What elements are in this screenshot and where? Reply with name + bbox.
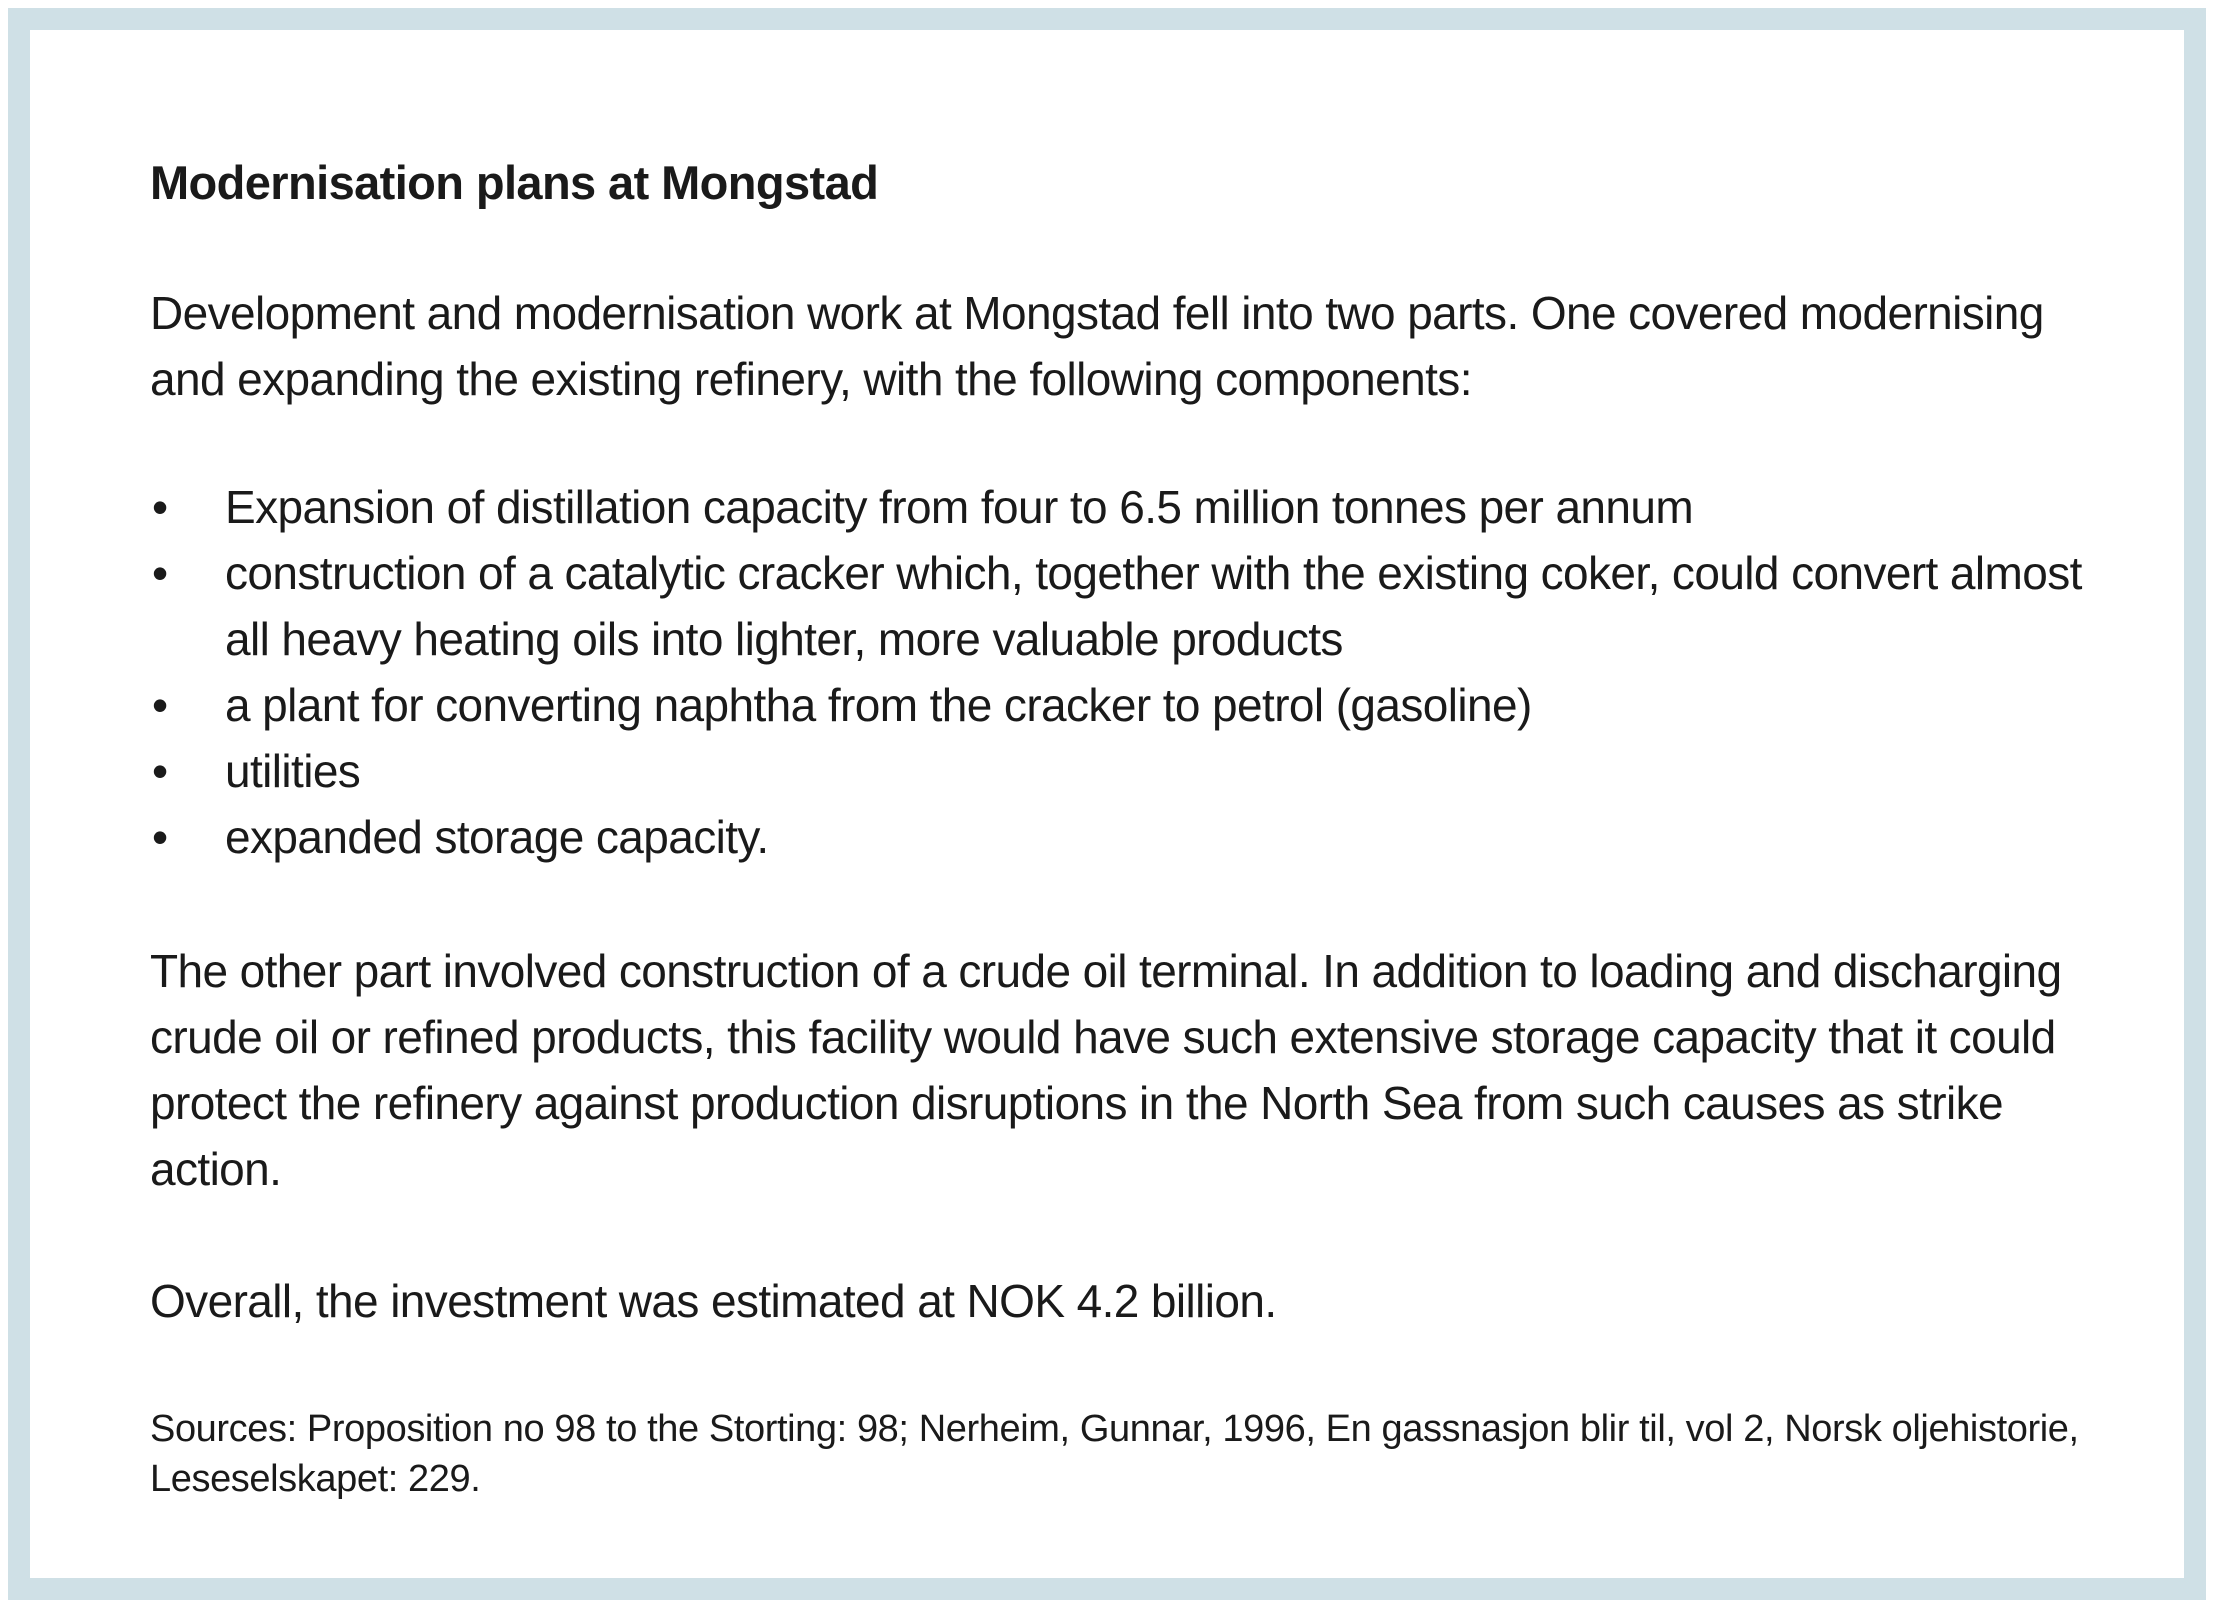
list-item [150, 738, 2110, 804]
list-item [150, 540, 2110, 672]
info-box-content [150, 154, 2110, 1542]
info-box-panel [30, 30, 2184, 1578]
list-item-text: expanded storage capacity. [225, 811, 769, 863]
list-item-text: Expansion of distillation capacity from four to 6.5 million tonnes per annum [225, 481, 1694, 533]
investment-paragraph: Overall, the investment was estimated at NOK 4.2 billion. [150, 1275, 1277, 1327]
components-list [150, 474, 2110, 870]
box-title: Modernisation plans at Mongstad [150, 156, 879, 209]
list-item-text: a plant for converting naphtha from the cracker to petrol (gasoline) [225, 679, 1532, 731]
bullet-icon: • [152, 481, 168, 533]
intro-paragraph: Development and modernisation work at Mongstad fell into two parts. One covered modernising and expanding the existing refinery, with the following components: [150, 287, 2044, 405]
list-item [150, 474, 2110, 540]
bullet-icon: • [152, 547, 168, 599]
list-item-text: utilities [225, 745, 361, 797]
terminal-paragraph: The other part involved construction of a crude oil terminal. In addition to loading and discharging crude oil or refined products, this facility would have such extensive storage capacity that it could protect the refinery against production disruptions in the North Sea from such causes as strike action. [150, 945, 2062, 1195]
bullet-icon: • [152, 679, 168, 731]
bullet-icon: • [152, 811, 168, 863]
list-item [150, 672, 2110, 738]
sources-note: Sources: Proposition no 98 to the Storting: 98; Nerheim, Gunnar, 1996, En gassnasjon blir til, vol 2, Norsk oljehistorie, Leseselskapet: 229. [150, 1408, 2079, 1500]
list-item [150, 804, 2110, 870]
info-box-frame [8, 8, 2206, 1600]
list-item-text: construction of a catalytic cracker which, together with the existing coker, could convert almost all heavy heating oils into lighter, more valuable products [225, 547, 2082, 665]
bullet-icon: • [152, 745, 168, 797]
